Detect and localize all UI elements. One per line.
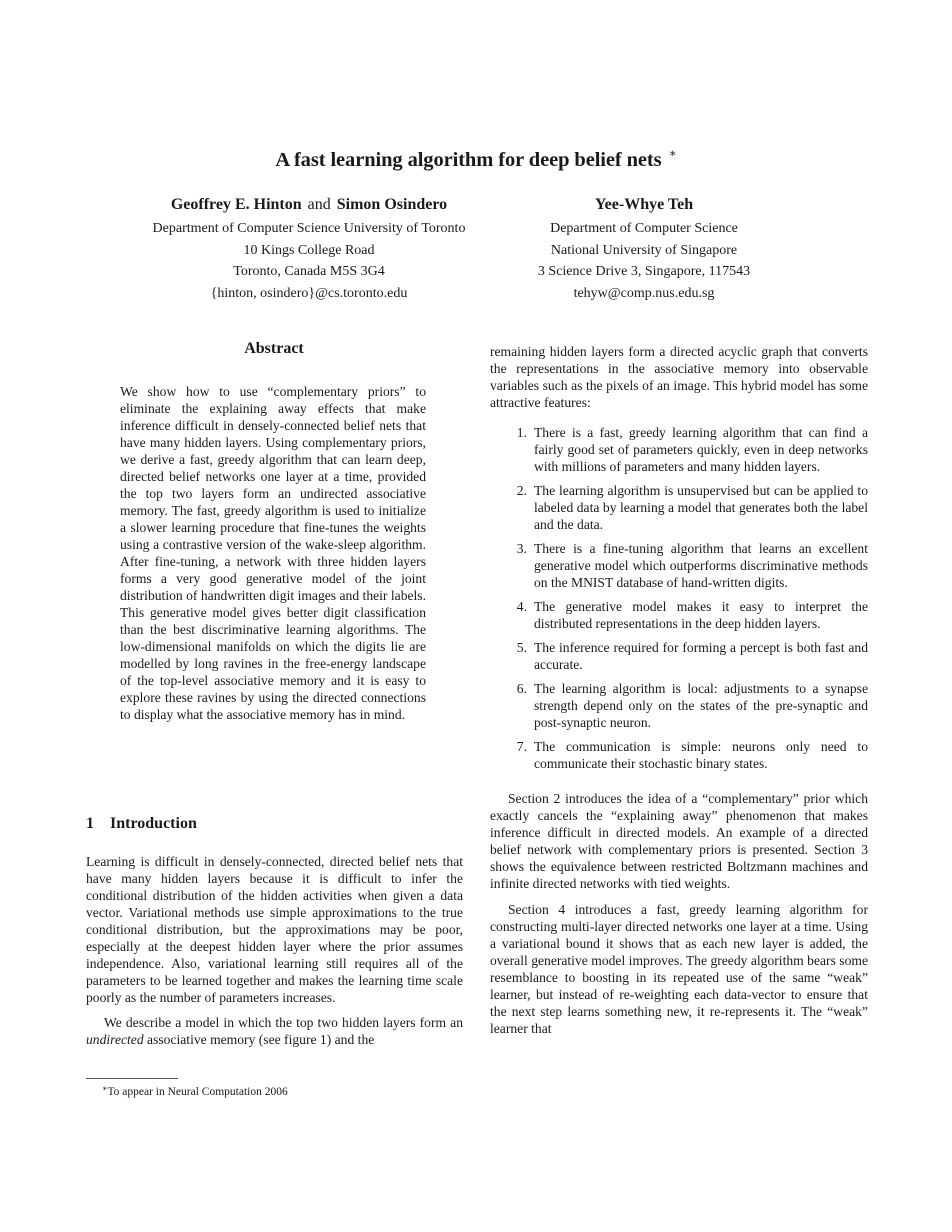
intro-paragraph-2: [86, 1014, 463, 1048]
author-email: tehyw@comp.nus.edu.sg: [573, 285, 715, 301]
left-column-body: [86, 853, 463, 1048]
affiliation-line: Toronto, Canada M5S 3G4: [233, 264, 385, 279]
affiliation-line: Department of Computer Science University of Toronto: [152, 221, 466, 236]
footnote-text: To appear in Neural Computation 2006: [107, 1086, 288, 1098]
list-item: [490, 680, 868, 731]
list-text: The learning algorithm is local: adjustments to a synapse strength depend only on the states of the pre-synaptic and post-synaptic neuron.: [534, 681, 868, 730]
author-hinton: Geoffrey E. Hinton: [170, 196, 302, 213]
list-item: [490, 482, 868, 533]
paper-title: [0, 146, 952, 172]
title-text: A fast learning algorithm for deep belief nets: [275, 149, 662, 171]
affiliation-line: 3 Science Drive 3, Singapore, 117543: [537, 264, 751, 279]
right-paragraph-3: Section 4 introduces a fast, greedy learning algorithm for constructing multi-layer directed networks one layer at a time. Using a variational bound it shows that as each new layer is added, the overall generative model improves. The greedy algorithm bears some resemblance to boosting in its repeated use of the same “weak” learner, but instead of re-weighting each data-vector to ensure that the next step learns something new, it re-represents it. The “weak” learner that: [490, 902, 868, 1036]
intro-p2-part: associative memory (see figure 1) and the: [143, 1032, 375, 1047]
author-block-singapore: [504, 194, 784, 304]
abstract-body: [120, 383, 426, 723]
list-number: 3.: [516, 541, 527, 556]
author-names-toronto: [120, 194, 498, 216]
list-number: 1.: [516, 425, 527, 440]
list-text: The communication is simple: neurons only need to communicate their stochastic binary states.: [534, 739, 868, 771]
affiliation-line: Department of Computer Science: [550, 221, 738, 236]
list-number: 4.: [516, 599, 527, 614]
section-title: Introduction: [110, 815, 197, 832]
list-item: [490, 540, 868, 591]
footnote-mark: ∗: [102, 1084, 108, 1093]
list-number: 6.: [516, 681, 527, 696]
list-number: 5.: [516, 640, 527, 655]
list-item: [490, 424, 868, 475]
intro-paragraph-1: Learning is difficult in densely-connected, directed belief nets that have many hidden layers because it is difficult to infer the conditional distribution of the hidden activities when given a data vector. Variational methods use simple approximations to the true conditional distribution, but the approximations may be poor, especially at the deepest hidden layer where the prior assumes independence. Also, variational learning still requires all of the parameters to be learned together and makes the learning time scale poorly as the number of parameters increases.: [86, 854, 463, 1005]
affiliation-line: National University of Singapore: [550, 242, 738, 258]
title-footnote-mark: ∗: [668, 146, 677, 160]
list-text: There is a fine-tuning algorithm that learns an excellent generative model which outperforms discriminative methods on the MNIST database of hand-written digits.: [534, 541, 868, 590]
footnote: [102, 1082, 288, 1099]
list-text: There is a fast, greedy learning algorithm that can find a fairly good set of parameters quickly, even in deep networks with millions of parameters and many hidden layers.: [534, 425, 868, 474]
intro-p2-emphasis: undirected: [86, 1032, 144, 1047]
author-email: {hinton, osindero}@cs.toronto.edu: [210, 285, 408, 301]
list-text: The generative model makes it easy to interpret the distributed representations in the deep hidden layers.: [534, 599, 868, 631]
abstract-text: We show how to use “complementary priors” to eliminate the explaining away effects that make inference difficult in densely-connected belief nets that have many hidden layers. Using complementary priors, we derive a fast, greedy algorithm that can learn deep, directed belief networks one layer at a time, provided the top two layers form an undirected associative memory. The fast, greedy algorithm is used to initialize a slower learning procedure that fine-tunes the weights using a contrastive version of the wake-sleep algorithm. After fine-tuning, a network with three hidden layers forms a very good generative model of the joint distribution of handwritten digit images and their labels. This generative model gives better digit classification than the best discriminative learning algorithms. The low-dimensional manifolds on which the digits lie are modelled by long ravines in the free-energy landscape of the top-level associative memory and it is easy to explore these ravines by using the directed connections to display what the associative memory has in mind.: [120, 384, 426, 722]
affiliation-line: 10 Kings College Road: [243, 242, 375, 258]
author-teh: Yee-Whye Teh: [594, 196, 694, 213]
list-item: [490, 598, 868, 632]
section-heading-introduction: [86, 815, 197, 833]
abstract-heading: Abstract: [244, 340, 304, 357]
right-column-body: [490, 343, 868, 1037]
right-paragraph-continued: remaining hidden layers form a directed acyclic graph that converts the representations in the associative memory into observable variables such as the pixels of an image. This hybrid model has some attractive features:: [490, 344, 868, 410]
list-number: 7.: [516, 739, 527, 754]
author-names-singapore: [504, 194, 784, 216]
list-item: [490, 738, 868, 772]
right-paragraph-2: Section 2 introduces the idea of a “complementary” prior which exactly cancels the “explaining away” phenomenon that makes inference difficult in directed models. An example of a directed belief network with complementary priors is presented. Section 3 shows the equivalence between restricted Boltzmann machines and infinite directed networks with tied weights.: [490, 791, 868, 891]
footnote-rule: [86, 1078, 178, 1079]
intro-p2-part: We describe a model in which the top two hidden layers form an: [104, 1015, 463, 1030]
list-text: The learning algorithm is unsupervised but can be applied to labeled data by learning a model that generates both the label and the data.: [534, 483, 868, 532]
list-item: [490, 639, 868, 673]
author-conjunction: and: [307, 196, 331, 213]
list-number: 2.: [516, 483, 527, 498]
section-number: 1: [86, 815, 94, 832]
author-osindero: Simon Osindero: [336, 196, 448, 213]
author-block-toronto: [120, 194, 498, 304]
list-text: The inference required for forming a percept is both fast and accurate.: [534, 640, 868, 672]
features-list: [490, 424, 868, 772]
